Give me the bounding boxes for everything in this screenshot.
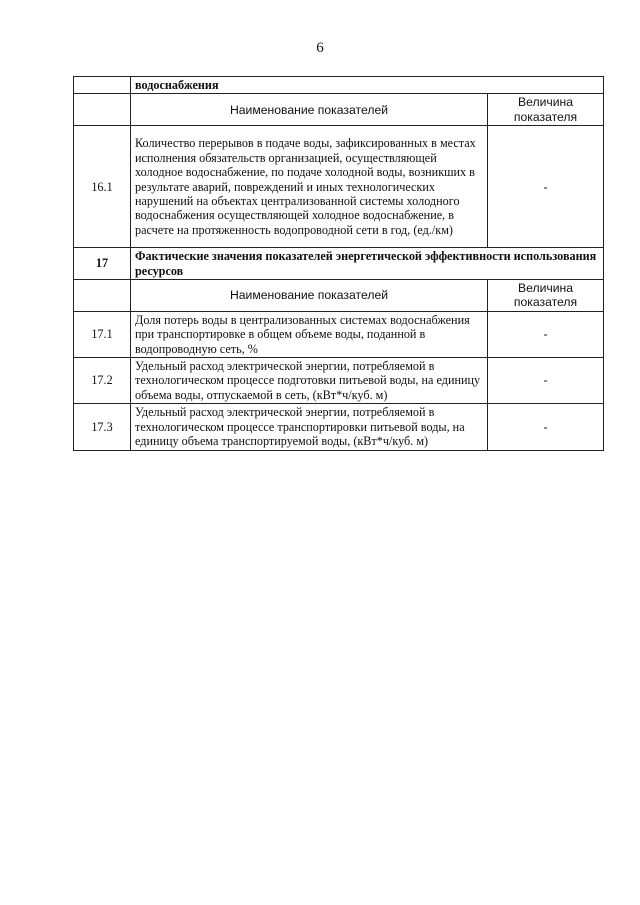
- table-row: [74, 311, 604, 357]
- section-title: Фактические значения показателей энергетической эффективности использования ресурсов: [131, 248, 604, 280]
- section16-header-row: [74, 94, 604, 126]
- page-number: 6: [316, 40, 324, 56]
- continuation-row: [74, 77, 604, 94]
- section17-header-row: [74, 280, 604, 312]
- row-text: Удельный расход электрической энергии, потребляемой в технологическом процессе подготовки питьевой воды, на единицу объема воды, отпускаемой в сеть, (кВт*ч/куб. м): [131, 358, 488, 404]
- table-row: [74, 404, 604, 450]
- header-name-cell: Наименование показателей: [131, 94, 488, 126]
- row-number: 16.1: [74, 126, 131, 248]
- continuation-title: водоснабжения: [131, 77, 604, 94]
- indicators-table: [73, 76, 604, 451]
- row-text: Удельный расход электрической энергии, потребляемой в технологическом процессе транспортировки питьевой воды, на единицу объема транспортируемой воды, (кВт*ч/куб. м): [131, 404, 488, 450]
- section-number: 17: [74, 248, 131, 280]
- section17-title-row: [74, 248, 604, 280]
- row-number: 17.3: [74, 404, 131, 450]
- row-value: -: [488, 358, 604, 404]
- row-value: -: [488, 126, 604, 248]
- header-number-cell: [74, 280, 131, 312]
- continuation-number-cell: [74, 77, 131, 94]
- header-number-cell: [74, 94, 131, 126]
- row-value: -: [488, 311, 604, 357]
- table-row: [74, 126, 604, 248]
- header-value-cell: Величина показателя: [488, 280, 604, 312]
- row-text: Количество перерывов в подаче воды, зафиксированных в местах исполнения обязательств организацией, осуществляющей холодное водоснабжение, по подаче холодной воды, возникших в результате аварий, повреждений и иных технологических нарушений на объектах централизованной системы холодного водоснабжения осуществляющей холодное водоснабжение, в расчете на протяженность водопроводной сети в год, (ед./км): [131, 126, 488, 248]
- row-value: -: [488, 404, 604, 450]
- row-number: 17.1: [74, 311, 131, 357]
- row-number: 17.2: [74, 358, 131, 404]
- header-name-cell: Наименование показателей: [131, 280, 488, 312]
- table-row: [74, 358, 604, 404]
- header-value-cell: Величина показателя: [488, 94, 604, 126]
- row-text: Доля потерь воды в централизованных системах водоснабжения при транспортировке в общем объеме воды, поданной в водопроводную сеть, %: [131, 311, 488, 357]
